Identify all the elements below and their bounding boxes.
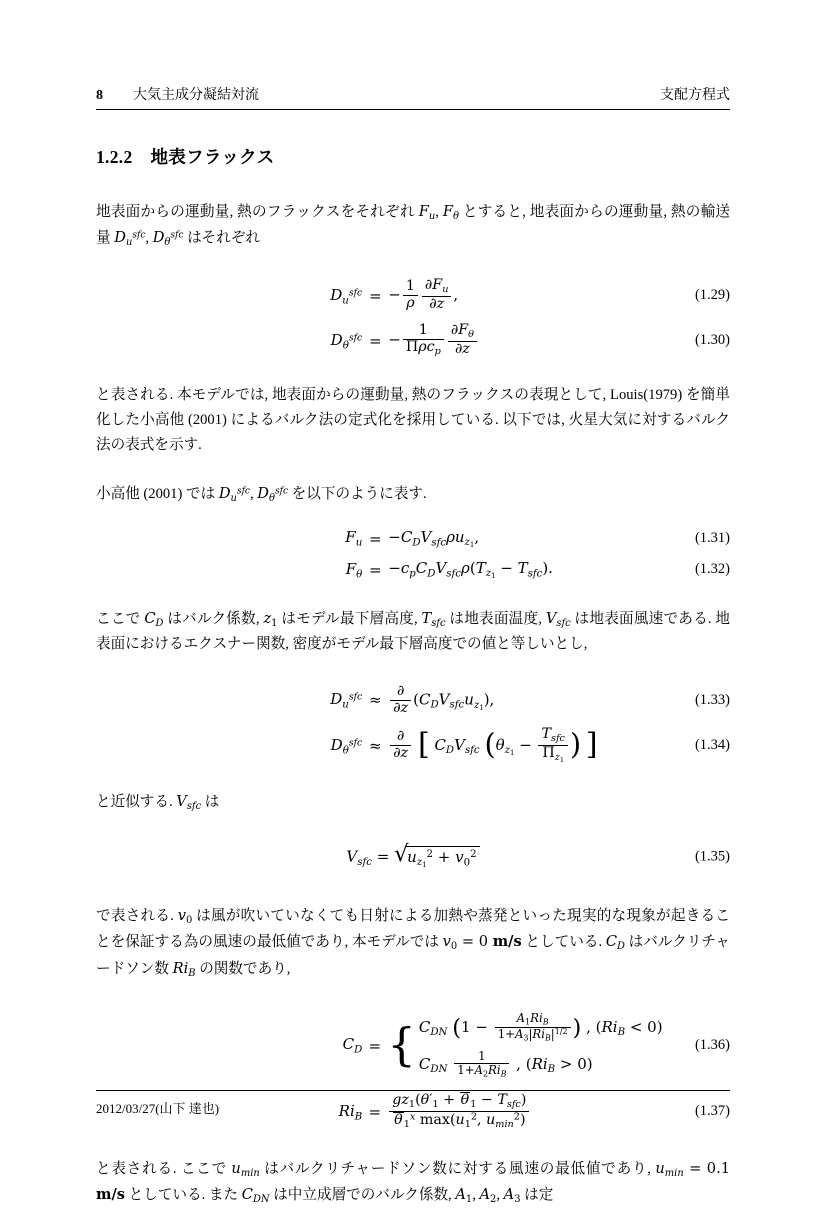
equation-row-137: $Ri_B$ = $\frac{gz_1(\theta'_1 + \theta_1 - T_{sfc})}{\theta_1^x \max(u_1^2, u_{min}^2)}$ (1.37) xyxy=(96,1087,730,1136)
text-run: とすると, 地表面からの運動量, 熱の輸送量 xyxy=(96,204,731,247)
text-run: は中立成層でのバルク係数, xyxy=(269,1187,456,1204)
running-head xyxy=(96,84,730,110)
math-inline-Dthetasfc: $D_\theta^{sfc}$ xyxy=(257,484,289,504)
equation-tag: (1.35) xyxy=(694,848,730,865)
page-footer xyxy=(96,1090,730,1117)
math-inline-Dusfc: $D_u^{sfc}$ xyxy=(114,229,146,249)
section-title: 地表フラックス xyxy=(150,147,275,167)
text-run: はバルクリチャードソン数 xyxy=(96,934,730,977)
equation-block-133-134 xyxy=(96,679,730,769)
math-inline-CD: $C_D$ xyxy=(144,609,164,629)
text-run: は定 xyxy=(520,1187,554,1204)
text-run: と近似する. xyxy=(96,794,177,811)
equation-block-129-130 xyxy=(96,273,730,363)
equation-row-136: $C_D$ = { $C_{DN}$ (1 − $\frac{A_1Ri_B}{1+A_3|Ri_B|^{1/2}}$ ) , $(Ri_B < 0)$ $C_{DN}$ $\frac{1}{1+A_2Ri_B}$ , $(Ri_B > 0)$ (1.36) xyxy=(96,1004,730,1087)
paragraph-5 xyxy=(96,789,730,815)
equation-row-134: $D_\theta^{sfc}$ ≈ $\frac{\partial}{\partial z}$ [ $C_DV_{sfc}$ ($\theta_{z_1}$ − $\frac{T_{sfc}}{\Pi_{z_1}}$ ) ] (1.34) xyxy=(96,722,730,770)
equation-tag: (1.34) xyxy=(694,737,730,754)
math-inline-CDN: $C_{DN}$ xyxy=(241,1186,270,1206)
equation-block-131-132 xyxy=(96,523,730,586)
paragraph-2: と表される. 本モデルでは, 地表面からの運動量, 熱のフラックスの表現として, Louis(1979) を簡単化した小高他 (2001) によるバルク法の定式化を採用している. 以下では, 火星大気に対するバルク法の表式を示す. xyxy=(96,387,730,454)
text-run: と表される. ここで xyxy=(96,1161,232,1178)
math-inline-Dusfc: $D_u^{sfc}$ xyxy=(218,484,250,504)
text-run: はそれぞれ xyxy=(183,230,261,247)
running-section-title: 支配方程式 xyxy=(660,88,730,103)
text-run: は風が吹いていなくても日射による加熱や蒸発といった現実的な現象が起きることを保証する為の風速の最低値であり, 本モデルでは xyxy=(96,908,730,951)
math-inline-Vsfc: $V_{sfc}$ xyxy=(176,793,202,813)
math-inline-A3: $A_3$ xyxy=(503,1186,521,1206)
math-inline-Ftheta: $F_\theta$ xyxy=(442,203,459,223)
paragraph-6 xyxy=(96,903,730,982)
text-run: は地表面風速である. 地表面におけるエクスナー関数, 密度がモデル最下層高度での値と等しいとし, xyxy=(96,610,731,652)
text-run: は xyxy=(201,794,220,811)
text-run: はバルクリチャードソン数に対する風速の最低値であり, xyxy=(259,1161,656,1178)
text-run: 地表面からの運動量, 熱のフラックスをそれぞれ xyxy=(96,204,419,220)
text-run: としている. また xyxy=(125,1187,242,1204)
text-run: は地表面温度, xyxy=(445,610,546,627)
text-run: の関数であり, xyxy=(195,960,291,977)
section-heading xyxy=(96,144,730,169)
page-number: 8 xyxy=(96,88,103,103)
equation-tag: (1.33) xyxy=(694,691,730,708)
math-inline-z1: $z_1$ xyxy=(263,609,278,629)
text-run: としている. xyxy=(521,934,606,951)
paragraph-7 xyxy=(96,1156,730,1208)
chapter-title: 大気主成分凝結対流 xyxy=(133,88,259,103)
math-inline-A2: $A_2$ xyxy=(479,1186,497,1206)
math-inline-umin-value: $u_{min} = 0.1$ m/s xyxy=(96,1160,730,1204)
equation-tag: (1.32) xyxy=(694,561,730,578)
math-inline-v0-value: $v_0 = 0$ m/s xyxy=(442,933,522,953)
footer-text: 2012/03/27(山下 達也) xyxy=(96,1101,220,1116)
equation-block-135 xyxy=(96,832,730,883)
equation-row-130: $D_\theta^{sfc}$ = − $\frac{1}{\Pi\rho c_p}$ $\frac{\partial F_\theta}{\partial z}$ (1.30) xyxy=(96,318,730,363)
paragraph-4 xyxy=(96,606,730,657)
text-run: , xyxy=(435,204,443,220)
section-number: 1.2.2 xyxy=(96,147,133,167)
text-run: はモデル最下層高度, xyxy=(277,610,422,627)
equation-tag: (1.31) xyxy=(694,530,730,546)
text-run: で表される. xyxy=(96,908,178,925)
text-run: 小高他 (2001) では xyxy=(96,485,219,502)
math-inline-umin: $u_{min}$ xyxy=(231,1160,260,1180)
paragraph-3 xyxy=(96,481,730,507)
math-inline-Vsfc: $V_{sfc}$ xyxy=(545,609,571,629)
equation-tag: (1.29) xyxy=(694,287,730,304)
paragraph-1 xyxy=(96,199,730,251)
math-inline-v0: $v_0$ xyxy=(177,907,193,927)
cases-group: { $C_{DN}$ (1 − $\frac{A_1Ri_B}{1+A_3|Ri_B|^{1/2}}$ ) , $(Ri_B < 0)$ $C_{DN}$ $\frac{1}{1+A_2Ri_B}$ , $(Ri_B > 0)$ xyxy=(387,1010,663,1079)
text-run: , xyxy=(249,485,258,502)
math-inline-RiB: $Ri_B$ xyxy=(172,959,196,979)
equation-tag: (1.37) xyxy=(694,1103,730,1120)
equation-row-133: $D_u^{sfc}$ ≈ $\frac{\partial}{\partial z}$ $(C_DV_{sfc}u_{z_1})$, (1.33) xyxy=(96,679,730,722)
equation-row-129: $D_u^{sfc}$ = − $\frac{1}{\rho}$ $\frac{\partial F_u}{\partial z}$ , (1.29) xyxy=(96,273,730,318)
math-inline-CD: $C_D$ xyxy=(605,933,625,953)
equation-135: $V_{sfc}$ = √ $u_{z_1}^2 + v_0^2$ xyxy=(96,832,730,883)
equation-row-131: $F_u$ = $-C_DV_{sfc}\rho u_{z_1}$, (1.31) xyxy=(96,523,730,554)
math-inline-A1: $A_1$ xyxy=(455,1186,473,1206)
text-run: ここで xyxy=(96,610,145,627)
text-run: , xyxy=(496,1187,504,1204)
text-run: はバルク係数, xyxy=(163,610,264,627)
math-inline-Fu: $F_u$ xyxy=(418,203,436,223)
math-inline-Dthetasfc: $D_\theta^{sfc}$ xyxy=(152,229,184,249)
equation-tag: (1.30) xyxy=(694,332,730,349)
equation-tag: (1.36) xyxy=(694,1037,730,1054)
math-inline-Tsfc: $T_{sfc}$ xyxy=(421,609,446,629)
text-run: を以下のように表す. xyxy=(288,485,427,502)
text-run: , xyxy=(145,230,153,247)
text-run: , xyxy=(472,1187,480,1204)
equation-row-132: $F_\theta$ = $-c_pC_DV_{sfc}\rho(T_{z_1} - T_{sfc})$. (1.32) xyxy=(96,554,730,585)
